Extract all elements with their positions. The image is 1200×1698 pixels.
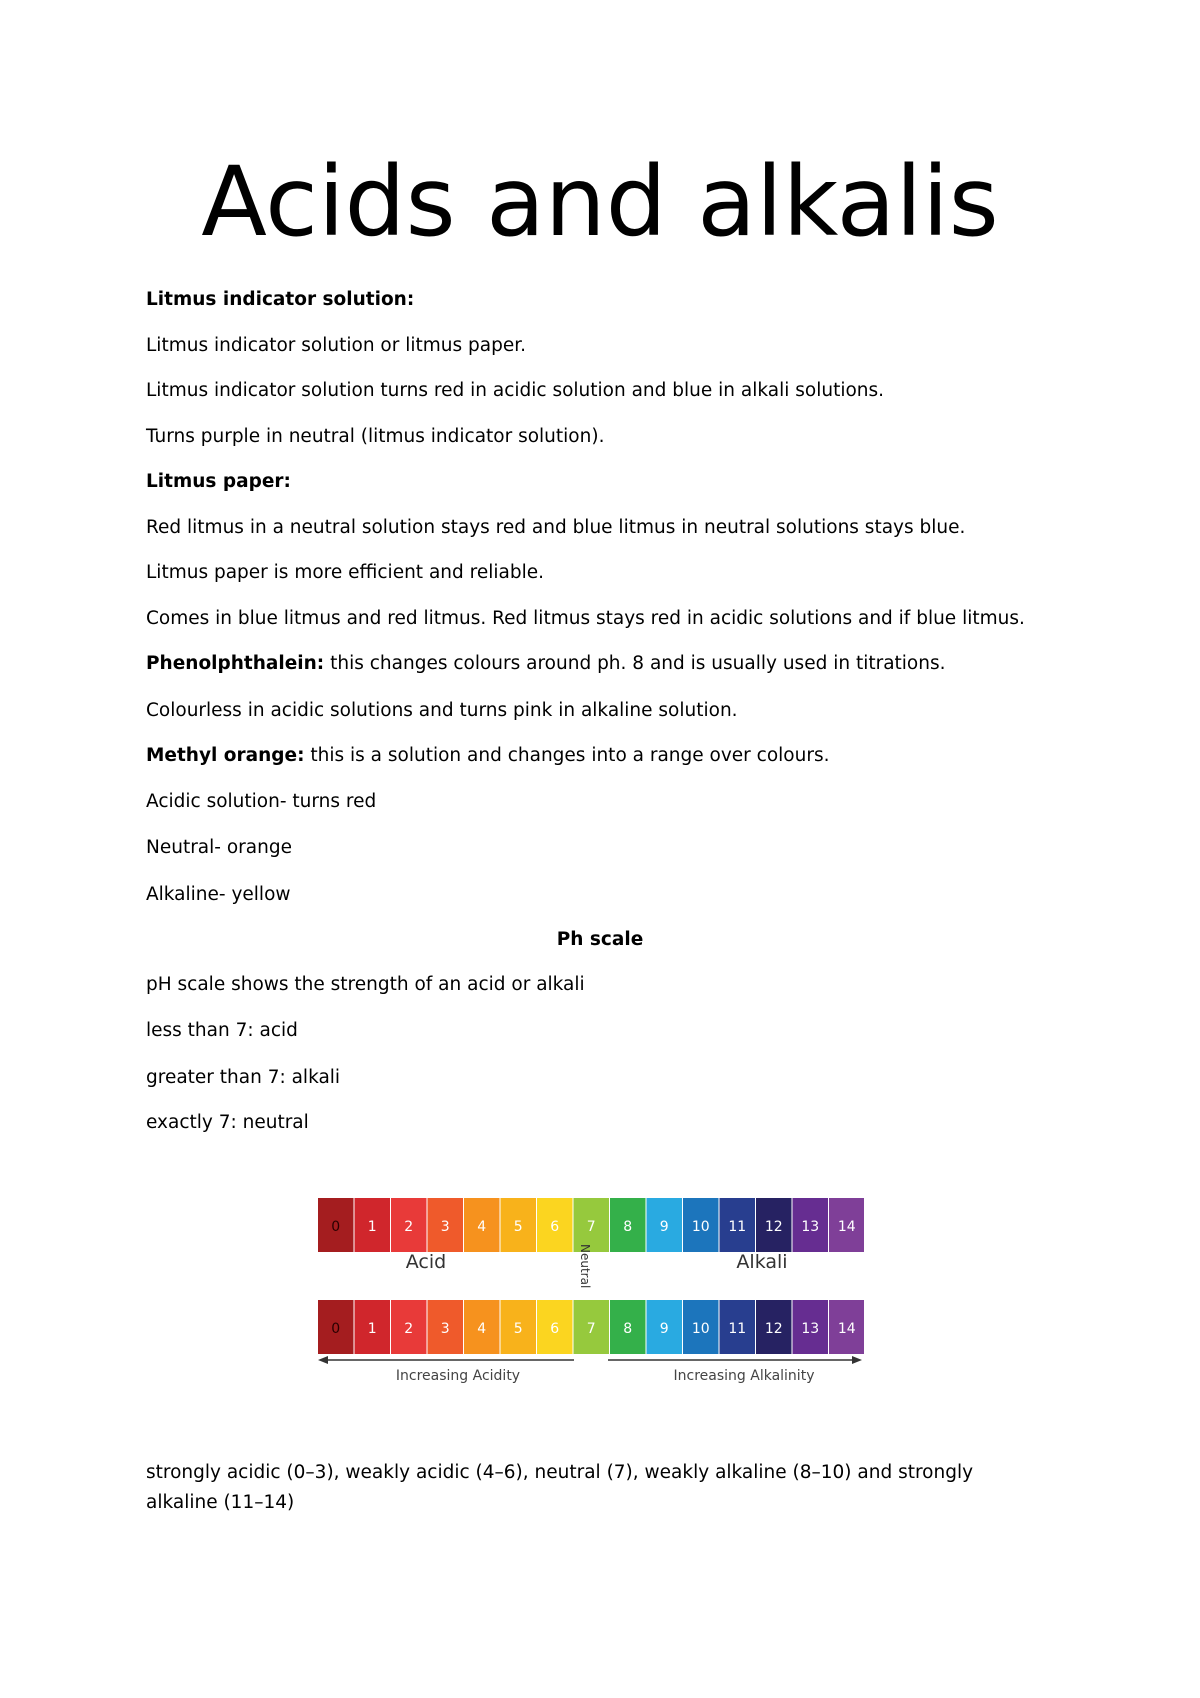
phenolphthalein-text: this changes colours around ph. 8 and is usually used in titrations. xyxy=(324,653,946,674)
ph-value-label-top-0: 0 xyxy=(331,1219,341,1235)
ph-scale-line-2: less than 7: acid xyxy=(146,1020,298,1041)
ph-value-label-bottom-9: 9 xyxy=(659,1321,669,1337)
litmus-paper-line-1: Red litmus in a neutral solution stays red and blue litmus in neutral solutions stays blue. xyxy=(146,517,966,538)
methyl-orange-acidic: Acidic solution- turns red xyxy=(146,791,377,812)
ph-value-label-bottom-5: 5 xyxy=(513,1321,523,1337)
ph-value-label-bottom-12: 12 xyxy=(764,1321,783,1337)
litmus-paper-line-3: Comes in blue litmus and red litmus. Red litmus stays red in acidic solutions and if blue litmus. xyxy=(146,608,1025,629)
methyl-orange-line xyxy=(146,744,829,768)
ph-value-label-top-12: 12 xyxy=(764,1219,783,1235)
ph-scale-line-4: exactly 7: neutral xyxy=(146,1112,309,1133)
ph-value-label-top-1: 1 xyxy=(367,1219,377,1235)
ph-value-label-top-5: 5 xyxy=(513,1219,523,1235)
ph-value-label-bottom-13: 13 xyxy=(801,1321,820,1337)
ph-scale-line-1: pH scale shows the strength of an acid or alkali xyxy=(146,974,585,995)
methyl-orange-term: Methyl orange: xyxy=(146,745,305,766)
ph-value-label-bottom-8: 8 xyxy=(623,1321,633,1337)
litmus-solution-line-1: Litmus indicator solution or litmus paper. xyxy=(146,335,527,356)
ph-value-label-bottom-0: 0 xyxy=(331,1321,341,1337)
phenolphthalein-line xyxy=(146,652,946,676)
ph-value-label-top-4: 4 xyxy=(477,1219,487,1235)
methyl-orange-alkaline: Alkaline- yellow xyxy=(146,884,291,905)
alkali-label: Alkali xyxy=(736,1251,788,1273)
litmus-paper-heading: Litmus paper: xyxy=(146,471,291,492)
ph-value-label-top-10: 10 xyxy=(691,1219,710,1235)
ph-value-label-bottom-1: 1 xyxy=(367,1321,377,1337)
litmus-solution-line-2: Litmus indicator solution turns red in acidic solution and blue in alkali solutions. xyxy=(146,380,885,401)
litmus-paper-line-2: Litmus paper is more efficient and reliable. xyxy=(146,562,544,583)
litmus-solution-heading: Litmus indicator solution: xyxy=(146,289,415,310)
ph-value-label-bottom-4: 4 xyxy=(477,1321,487,1337)
ph-value-label-top-13: 13 xyxy=(801,1219,820,1235)
ph-scale-line-3: greater than 7: alkali xyxy=(146,1067,341,1088)
phenolphthalein-line-2: Colourless in acidic solutions and turns pink in alkaline solution. xyxy=(146,700,738,721)
ph-value-label-top-8: 8 xyxy=(623,1219,633,1235)
ph-value-label-top-7: 7 xyxy=(586,1219,596,1235)
increasing-acidity-label: Increasing Acidity xyxy=(395,1368,521,1384)
ph-scale-chart xyxy=(316,1196,864,1390)
neutral-label: Neutral xyxy=(578,1244,592,1289)
acid-label: Acid xyxy=(405,1251,447,1273)
methyl-orange-text: this is a solution and changes into a range over colours. xyxy=(304,745,830,766)
alkalinity-arrowhead xyxy=(852,1356,862,1364)
methyl-orange-neutral: Neutral- orange xyxy=(146,837,292,858)
ph-value-label-bottom-10: 10 xyxy=(691,1321,710,1337)
litmus-solution-line-3: Turns purple in neutral (litmus indicator solution). xyxy=(146,426,605,447)
ph-value-label-bottom-14: 14 xyxy=(837,1321,856,1337)
ph-value-label-top-14: 14 xyxy=(837,1219,856,1235)
ph-value-label-bottom-7: 7 xyxy=(586,1321,596,1337)
ph-value-label-bottom-3: 3 xyxy=(440,1321,450,1337)
phenolphthalein-term: Phenolphthalein: xyxy=(146,653,325,674)
ph-value-label-top-2: 2 xyxy=(404,1219,414,1235)
ph-value-label-bottom-2: 2 xyxy=(404,1321,414,1337)
acidity-arrowhead xyxy=(318,1356,328,1364)
ph-scale-heading: Ph scale xyxy=(556,929,644,950)
ph-value-label-top-9: 9 xyxy=(659,1219,669,1235)
ph-strength-summary: strongly acidic (0–3), weakly acidic (4–6), neutral (7), weakly alkaline (8–10) and strongly alkaline (11–14) xyxy=(146,1462,974,1513)
ph-value-label-bottom-11: 11 xyxy=(728,1321,747,1337)
ph-scale-row-bottom xyxy=(318,1300,864,1354)
ph-value-label-top-3: 3 xyxy=(440,1219,450,1235)
increasing-alkalinity-label: Increasing Alkalinity xyxy=(673,1368,815,1384)
ph-value-label-bottom-6: 6 xyxy=(550,1321,560,1337)
ph-value-label-top-11: 11 xyxy=(728,1219,747,1235)
page-title: Acids and alkalis xyxy=(201,146,999,258)
ph-value-label-top-6: 6 xyxy=(550,1219,560,1235)
